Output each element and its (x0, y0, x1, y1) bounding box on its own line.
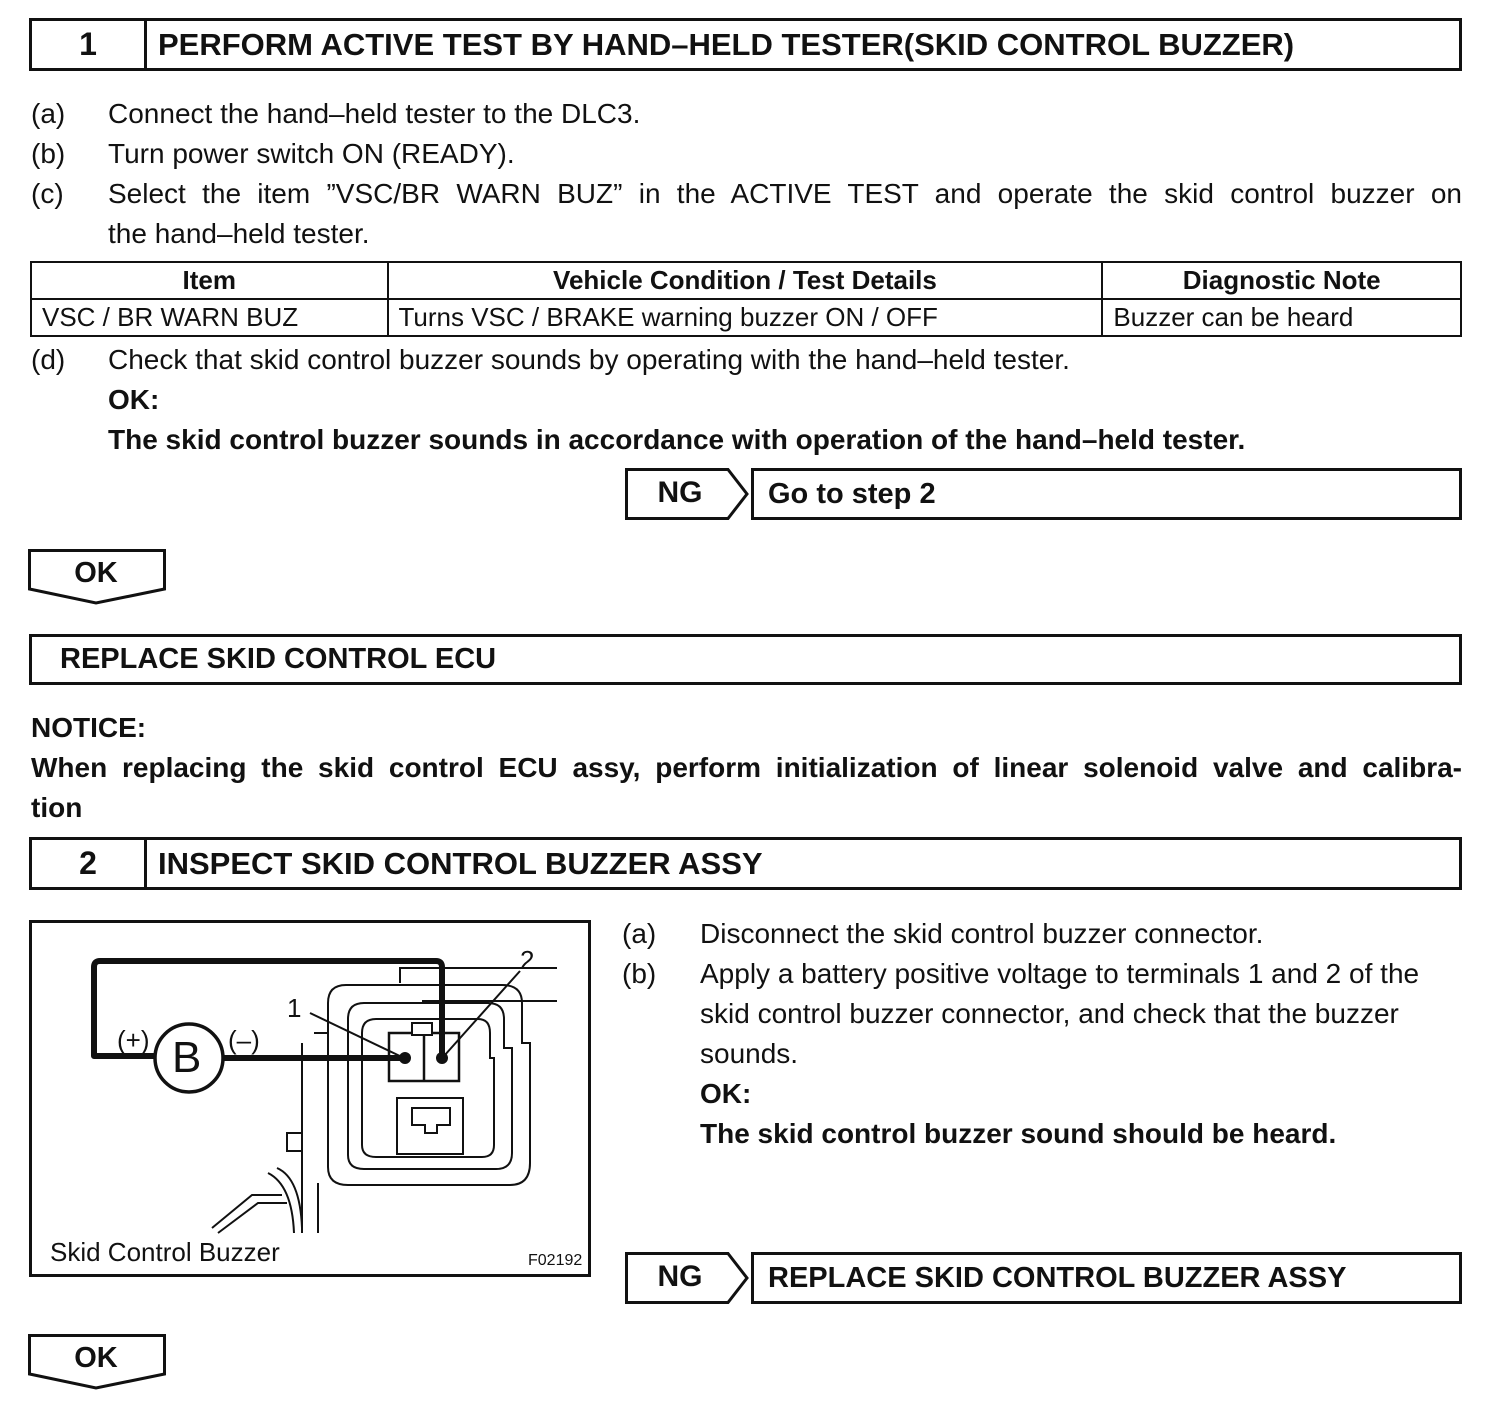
table-row (31, 299, 1461, 336)
step-1-text-a: Connect the hand–held tester to the DLC3. (108, 98, 641, 129)
notice-label: NOTICE: (31, 712, 147, 743)
step-1-result-box (29, 634, 1462, 685)
buzzer-connector-illustration (32, 923, 588, 1274)
table-header-cell: Diagnostic Note (1102, 262, 1461, 299)
step-1-ok-tab (28, 549, 166, 605)
figure-code: F02192 (528, 1252, 583, 1269)
step-2-text-b-line2: skid control buzzer connector, and check that the buzzer (700, 998, 1399, 1029)
notice-text-line1: When replacing the skid control ECU assy, perform initialization of linear solenoid valve and calibra- (31, 752, 1462, 783)
table-header-row (31, 262, 1461, 299)
step-2-ok-label: OK: (700, 1078, 752, 1109)
step-2-ok-tab-label: OK (74, 1342, 118, 1374)
step-2-number: 2 (32, 840, 147, 887)
step-2-text-a: Disconnect the skid control buzzer connector. (700, 918, 1264, 949)
step-1-header (29, 18, 1462, 71)
step-1-ok-text: The skid control buzzer sounds in accordance with operation of the hand–held tester. (108, 424, 1246, 455)
table-header-cell: Vehicle Condition / Test Details (388, 262, 1103, 299)
active-test-table (30, 261, 1462, 337)
table-cell: Buzzer can be heard (1102, 299, 1461, 336)
table-cell: Turns VSC / BRAKE warning buzzer ON / OFF (388, 299, 1103, 336)
step-2-marker-b: (b) (622, 958, 657, 989)
step-1-text-d: Check that skid control buzzer sounds by operating with the hand–held tester. (108, 344, 1070, 375)
step-1-title: PERFORM ACTIVE TEST BY HAND–HELD TESTER(SKID CONTROL BUZZER) (158, 26, 1295, 62)
step-1-ng-branch (625, 468, 1462, 520)
step-1-marker-c: (c) (31, 178, 64, 209)
step-1-marker-b: (b) (31, 138, 66, 169)
negative-terminal-label: (–) (228, 1025, 260, 1055)
step-1-ok-label: OK: (108, 384, 160, 415)
step-1-number: 1 (32, 21, 147, 68)
step-2-text-b-line1: Apply a battery positive voltage to terminals 1 and 2 of the (700, 958, 1420, 989)
step-1-text-b: Turn power switch ON (READY). (108, 138, 515, 169)
step-2-ng-branch (625, 1252, 1462, 1304)
terminal-2-label: 2 (520, 945, 535, 975)
step-1-text-c-line2: the hand–held tester. (108, 218, 370, 249)
step-1-marker-d: (d) (31, 344, 66, 375)
terminal-1-label: 1 (287, 993, 302, 1023)
step-1-ng-target: Go to step 2 (751, 468, 1462, 520)
step-2-marker-a: (a) (622, 918, 657, 949)
battery-label: B (172, 1033, 202, 1082)
step-2-text-b-line3: sounds. (700, 1038, 799, 1069)
step-2-title: INSPECT SKID CONTROL BUZZER ASSY (158, 845, 763, 881)
step-2-ng-target: REPLACE SKID CONTROL BUZZER ASSY (751, 1252, 1462, 1304)
step-1-text-c-line1: Select the item ”VSC/BR WARN BUZ” in the ACTIVE TEST and operate the skid control buzzer on (108, 178, 1462, 209)
notice-text-line2: tion (31, 792, 83, 823)
step-2-ok-text: The skid control buzzer sound should be heard. (700, 1118, 1337, 1149)
step-2-ok-tab (28, 1334, 166, 1390)
step-1-ok-tab-label: OK (74, 557, 118, 589)
figure-caption: Skid Control Buzzer (50, 1237, 280, 1267)
buzzer-wiring-figure (29, 920, 591, 1277)
step-1-ng-label: NG (657, 476, 703, 509)
table-cell: VSC / BR WARN BUZ (31, 299, 388, 336)
table-header-cell: Item (31, 262, 388, 299)
step-1-marker-a: (a) (31, 98, 66, 129)
step-2-ng-label: NG (657, 1260, 703, 1293)
step-1-result-text: REPLACE SKID CONTROL ECU (60, 643, 497, 675)
step-2-header (29, 837, 1462, 890)
positive-terminal-label: (+) (117, 1025, 150, 1055)
